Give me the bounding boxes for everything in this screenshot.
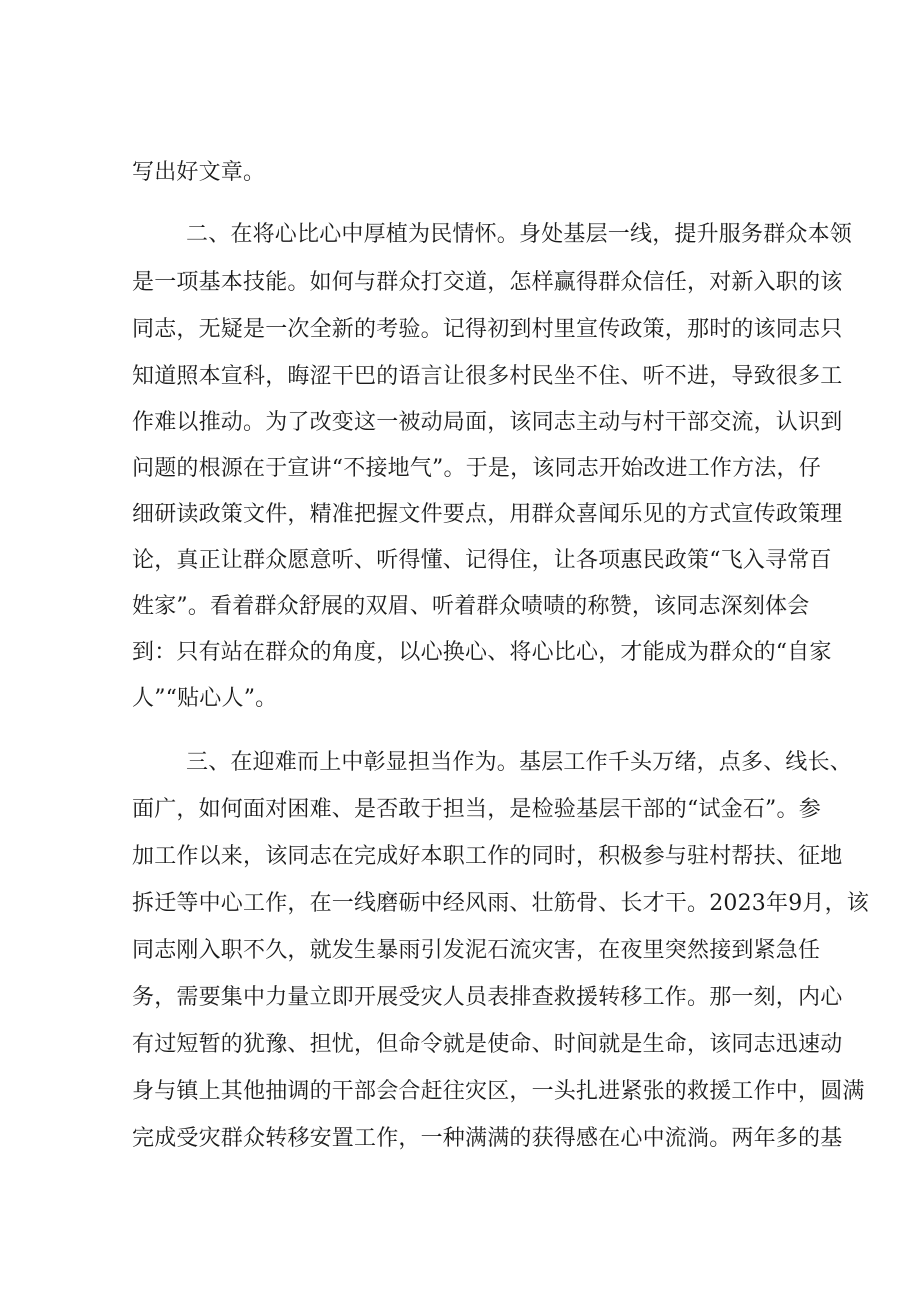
paragraph-2-line-8: 论，真正让群众愿意听、听得懂、记得住，让各项惠民政策“飞入寻常百 — [132, 548, 832, 573]
paragraph-2-line-1: 二、在将心比心中厚植为民情怀。身处基层一线，提升服务群众本领 — [186, 222, 853, 247]
paragraph-3-line-9: 完成受灾群众转移安置工作，一种满满的获得感在心中流淌。两年多的基 — [132, 1126, 843, 1151]
paragraph-3-line-5: 同志刚入职不久，就发生暴雨引发泥石流灾害，在夜里突然接到紧急任 — [132, 938, 821, 963]
paragraph-3-line-8: 身与镇上其他抽调的干部会合赶往灾区，一头扎进紧张的救援工作中，圆满 — [132, 1079, 865, 1104]
paragraph-3-line-6: 务，需要集中力量立即开展受灾人员表排查救援转移工作。那一刻，内心 — [132, 985, 843, 1010]
paragraph-3-line-1: 三、在迎难而上中彰显担当作为。基层工作千头万绪，点多、线长、 — [186, 750, 853, 775]
paragraph-3-line-3: 加工作以来，该同志在完成好本职工作的同时，积极参与驻村帮扶、征地 — [132, 844, 843, 869]
paragraph-3-line-2: 面广，如何面对困难、是否敢于担当，是检验基层干部的“试金石”。参 — [132, 797, 821, 822]
paragraph-2-line-2: 是一项基本技能。如何与群众打交道，怎样赢得群众信任，对新入职的该 — [132, 270, 843, 295]
paragraph-2-line-11: 人”“贴心人”。 — [132, 686, 278, 711]
paragraph-2-line-3: 同志，无疑是一次全新的考验。记得初到村里宣传政策，那时的该同志只 — [132, 317, 843, 342]
paragraph-2-line-10: 到：只有站在群众的角度，以心换心、将心比心，才能成为群众的“自家 — [132, 640, 832, 665]
paragraph-2-line-7: 细研读政策文件，精准把握文件要点，用群众喜闻乐见的方式宣传政策理 — [132, 502, 843, 527]
paragraph-2-line-6: 问题的根源在于宣讲“不接地气”。于是，该同志开始改进工作方法，仔 — [132, 456, 821, 481]
paragraph-3-line-4: 拆迁等中心工作，在一线磨砺中经风雨、壮筋骨、长才干。2023年9月，该 — [132, 891, 869, 916]
paragraph-2-line-5: 作难以推动。为了改变这一被动局面，该同志主动与村干部交流，认识到 — [132, 410, 843, 435]
paragraph-2-line-9: 姓家”。看着群众舒展的双眉、听着群众啧啧的称赞，该同志深刻体会 — [132, 594, 810, 619]
paragraph-2-line-4: 知道照本宣科，晦涩干巴的语言让很多村民坐不住、听不进，导致很多工 — [132, 364, 843, 389]
paragraph-3-line-7: 有过短暂的犹豫、担忧，但命令就是使命、时间就是生命，该同志迅速动 — [132, 1032, 843, 1057]
paragraph-1-line-1: 写出好文章。 — [132, 160, 266, 185]
